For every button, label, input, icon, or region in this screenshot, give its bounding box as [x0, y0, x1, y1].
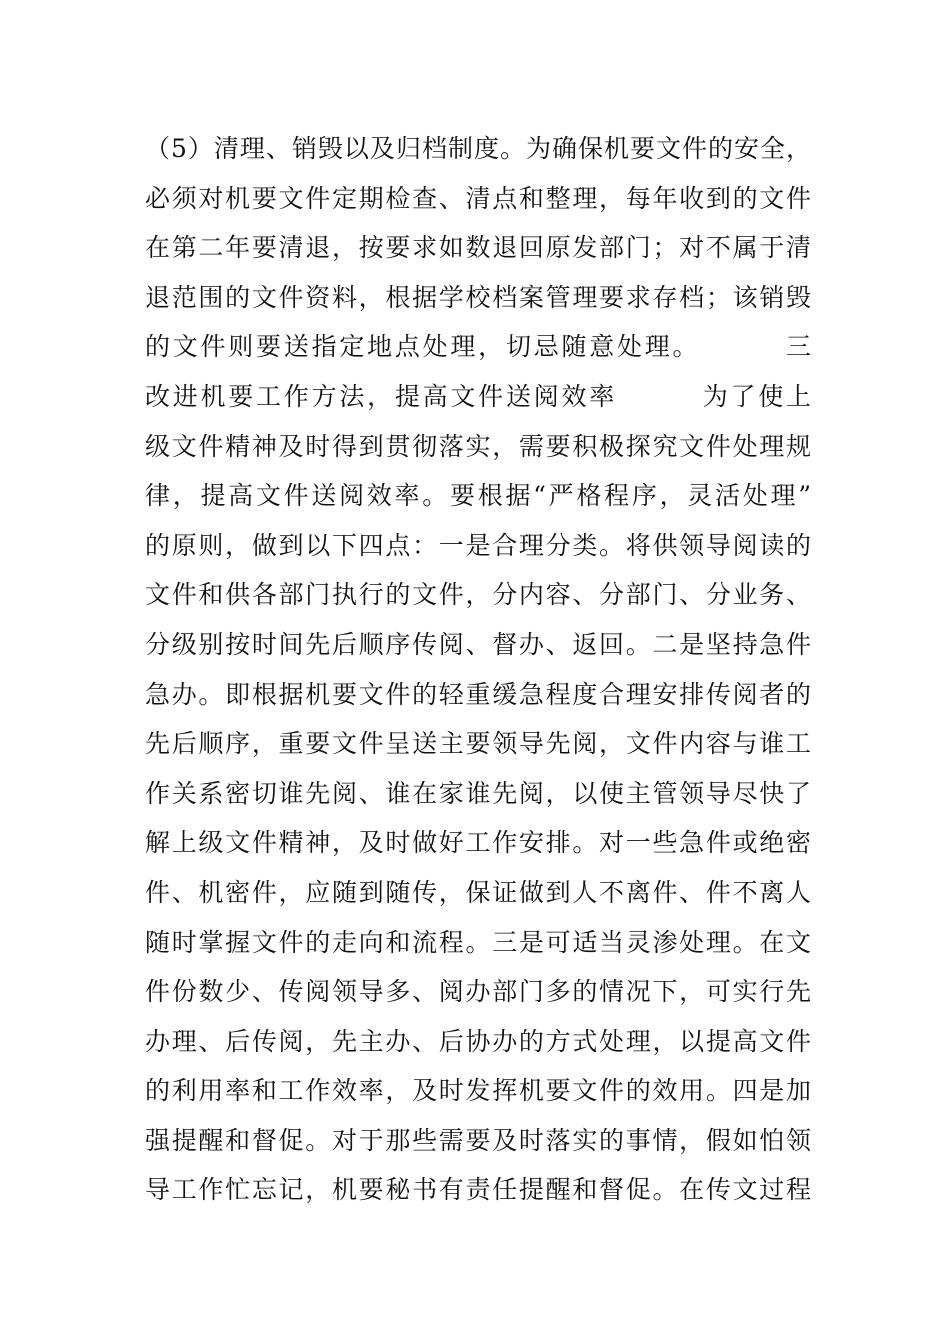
text-line: 导工作忙忘记，机要秘书有责任提醒和督促。在传文过程 [145, 1175, 811, 1205]
text-line: 级文件精神及时得到贯彻落实，需要积极探究文件处理规 [145, 431, 811, 461]
text-line: 必须对机要文件定期检查、清点和整理，每年收到的文件 [145, 183, 811, 213]
text-line: 随时掌握文件的走向和流程。三是可适当灵渗处理。在文 [145, 927, 811, 957]
text-line: 文件和供各部门执行的文件，分内容、分部门、分业务、 [145, 580, 811, 610]
text-line: 退范围的文件资料，根据学校档案管理要求存档；该销毁 [145, 282, 811, 312]
text-line: 件、机密件，应随到随传，保证做到人不离件、件不离人 [145, 877, 811, 907]
text-line: 的文件则要送指定地点处理，切忌随意处理。 三 [145, 332, 811, 362]
text-line: 的原则，做到以下四点：一是合理分类。将供领导阅读的 [145, 530, 811, 560]
text-line: 在第二年要清退，按要求如数退回原发部门；对不属于清 [145, 233, 811, 263]
text-line: 作关系密切谁先阅、谁在家谁先阅，以使主管领导尽快了 [145, 778, 811, 808]
text-line: 强提醒和督促。对于那些需要及时落实的事情，假如怕领 [145, 1125, 811, 1155]
text-line: 先后顺序，重要文件呈送主要领导先阅，文件内容与谁工 [145, 729, 811, 759]
text-line: 的利用率和工作效率，及时发挥机要文件的效用。四是加 [145, 1076, 811, 1106]
text-line: 律，提高文件送阅效率。要根据“严格程序，灵活处理” [145, 481, 811, 511]
body-text [145, 124, 811, 1215]
text-line: （5）清理、销毁以及归档制度。为确保机要文件的安全， [145, 134, 811, 163]
text-line: 件份数少、传阅领导多、阅办部门多的情况下，可实行先 [145, 977, 811, 1007]
text-line: 分级别按时间先后顺序传阅、督办、返回。二是坚持急件 [145, 629, 811, 659]
text-line: 办理、后传阅，先主办、后协办的方式处理，以提高文件 [145, 1026, 811, 1056]
text-line: 改进机要工作方法，提高文件送阅效率 为了使上 [145, 381, 811, 411]
text-line: 急办。即根据机要文件的轻重缓急程度合理安排传阅者的 [145, 679, 811, 709]
text-line: 解上级文件精神，及时做好工作安排。对一些急件或绝密 [145, 828, 811, 858]
